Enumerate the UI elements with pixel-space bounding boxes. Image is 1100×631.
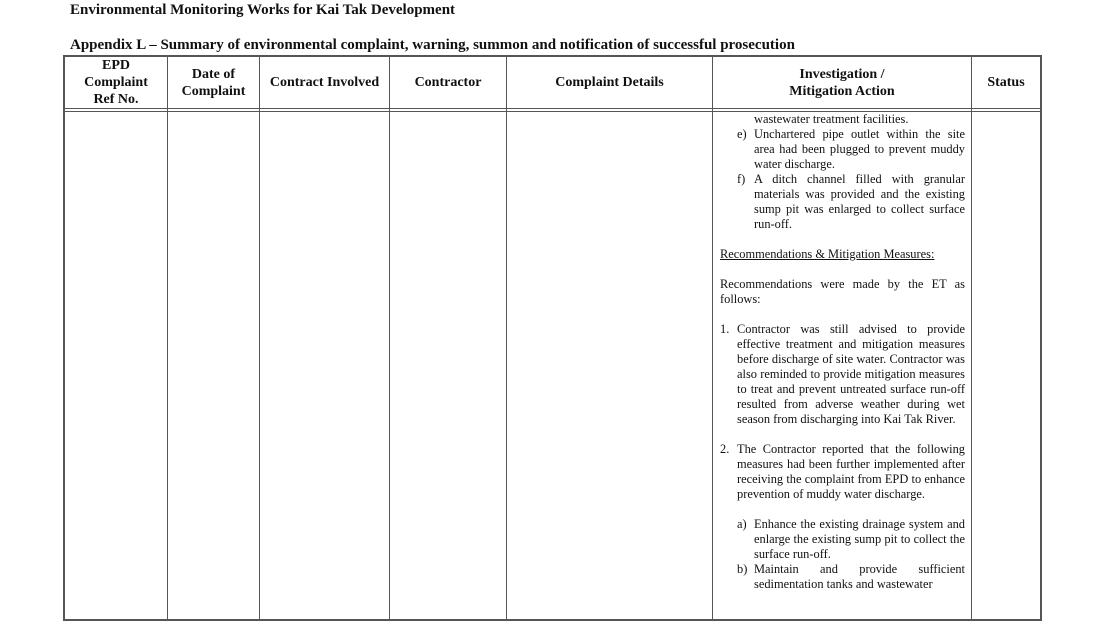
header-contractor (390, 57, 506, 108)
header-date-of-complaint (168, 57, 259, 108)
header-line: Complaint (181, 83, 246, 99)
header-line: Date of (191, 66, 236, 82)
list-marker: 2. (720, 442, 730, 456)
recommendations-heading: Recommendations & Mitigation Measures: (720, 247, 935, 261)
column-divider (167, 57, 168, 619)
header-line: Status (987, 75, 1025, 90)
header-line: Investigation / (799, 66, 885, 82)
list-marker: f) (737, 172, 746, 186)
numbered-item (720, 322, 965, 427)
continued-text (720, 112, 965, 127)
column-divider (389, 57, 390, 619)
list-item-text: Maintain and provide sufficient sedimentation tanks and wastewater (754, 562, 965, 591)
list-item-text: The Contractor reported that the following measures had been further implemented after receiving the complaint from EPD to enhance prevention of muddy water discharge. (737, 442, 965, 501)
column-divider (712, 57, 713, 619)
list-marker: b) (737, 562, 748, 576)
header-complaint-details (507, 57, 712, 108)
header-epd-ref-no (65, 57, 167, 108)
list-marker: 1. (720, 322, 730, 336)
list-item (720, 517, 965, 562)
list-marker: e) (737, 127, 747, 141)
investigation-cell (720, 112, 965, 592)
column-divider (506, 57, 507, 619)
list-marker: a) (737, 517, 747, 531)
header-line: Contract Involved (269, 75, 380, 90)
header-line: Complaint Details (555, 75, 664, 90)
list-item-text: wastewater treatment facilities. (754, 112, 909, 126)
document-title: Environmental Monitoring Works for Kai Tak Development (70, 2, 456, 18)
list-item-text: Unchartered pipe outlet within the site area had been plugged to prevent muddy water discharge. (754, 127, 965, 171)
recommendations-intro: Recommendations were made by the ET as follows: (720, 277, 965, 306)
header-line: Ref No. (93, 92, 139, 107)
list-item-text: Contractor was still advised to provide effective treatment and mitigation measures before discharge of site water. Contractor was also reminded to provide mitigation measures to treat and prevent untreated surface run-off resulted from adverse weather during wet season from discharging into Kai Tak River. (737, 322, 965, 426)
header-status (972, 57, 1040, 108)
list-item (720, 127, 965, 172)
list-item-text: Enhance the existing drainage system and enlarge the existing sump pit to collect the surface run-off. (754, 517, 965, 561)
header-investigation-mitigation (713, 57, 971, 108)
complaint-summary-table (63, 55, 1042, 621)
column-divider (971, 57, 972, 619)
appendix-title: Appendix L – Summary of environmental complaint, warning, summon and notification of successful prosecution (70, 37, 795, 53)
list-item (720, 562, 965, 592)
header-line: Mitigation Action (789, 83, 895, 99)
list-item-text: A ditch channel filled with granular materials was provided and the existing sump pit was enlarged to collect surface run-off. (754, 172, 965, 231)
numbered-item (720, 442, 965, 502)
header-line: EPD (101, 58, 130, 73)
header-contract-involved (260, 57, 389, 108)
header-line: Complaint (84, 75, 148, 90)
header-line: Contractor (414, 75, 482, 90)
list-item (720, 172, 965, 232)
column-divider (259, 57, 260, 619)
